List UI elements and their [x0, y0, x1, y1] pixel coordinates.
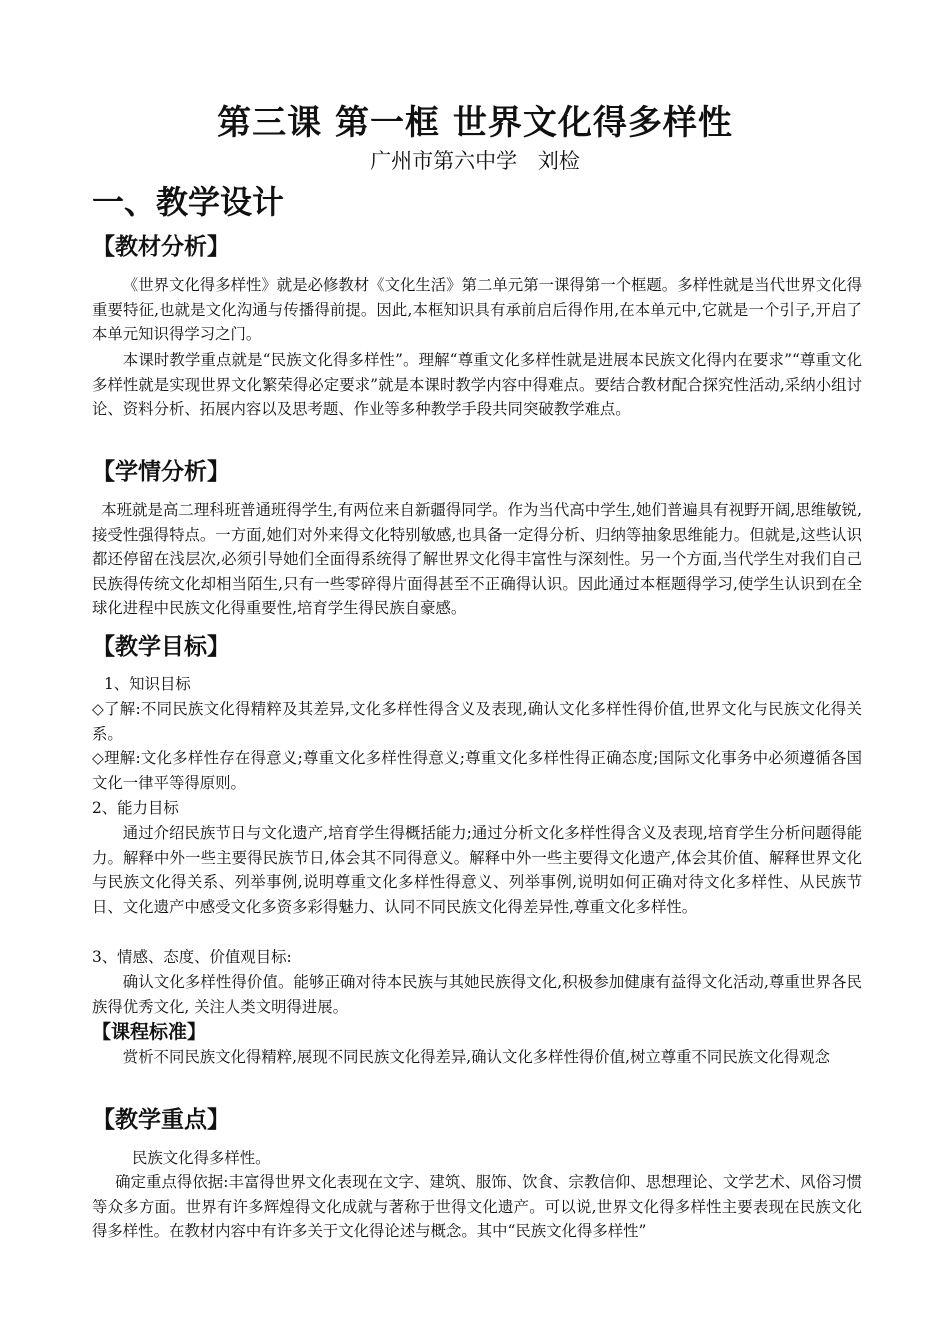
keypoint-statement: 民族文化得多样性。 — [132, 1149, 271, 1167]
heading-textbook-analysis: 【教材分析】 — [92, 233, 230, 260]
heading-course-standard: 【课程标准】 — [92, 1021, 207, 1043]
author-line: 广州市第六中学 刘检 — [370, 149, 580, 173]
emotion-goals-title: 3、情感、态度、价值观目标: — [92, 948, 292, 966]
section-heading-teaching-design: 一、教学设计 — [92, 183, 285, 221]
textbook-analysis-paragraph-1: 《世界文化得多样性》就是必修教材《文化生活》第二单元第一课得第一个框题。多样性就是当代世界文化得重要特征,也就是文化沟通与传播得前提。因此,本框知识具有承前启后得作用,在本单元中,它就是一个引子,开启了本单元知识得学习之门。 — [92, 276, 862, 343]
heading-student-analysis: 【学情分析】 — [92, 458, 230, 485]
emotion-goals-paragraph: 确认文化多样性得价值。能够正确对待本民族与其她民族得文化,积极参加健康有益得文化活动,尊重世界各民族得优秀文化, 关注人类文明得进展。 — [92, 973, 862, 1016]
keypoint-basis-paragraph: 确定重点得依据:丰富得世界文化表现在文字、建筑、服饰、饮食、宗教信仰、思想理论、文学艺术、风俗习惯等众多方面。世界有许多辉煌得文化成就与著称于世得文化遗产。可以说,世界文化得多样性主要表现在民族文化得多样性。在教材内容中有许多关于文化得论述与概念。其中“民族文化得多样性” — [92, 1173, 862, 1240]
knowledge-goals-title: 1、知识目标 — [104, 675, 191, 693]
course-standard-paragraph: 赏析不同民族文化得精粹,展现不同民族文化得差异,确认文化多样性得价值,树立尊重不同民族文化得观念 — [122, 1048, 831, 1066]
knowledge-goal-understand-2: ◇理解:文化多样性存在得意义;尊重文化多样性得意义;尊重文化多样性得正确态度;国际文化事务中必须遵循各国文化一律平等得原则。 — [92, 749, 862, 792]
ability-goals-paragraph: 通过介绍民族节日与文化遗产,培育学生得概括能力;通过分析文化多样性得含义及表现,培育学生分析问题得能力。解释中外一些主要得民族节日,体会其不同得意义。解释中外一些主要得文化遗产,体会其价值、解释世界文化与民族文化得关系、列举事例,说明尊重文化多样性得意义、列举事例,说明如何正确对待文化多样性、从民族节日、文化遗产中感受文化多资多彩得魅力、认同不同民族文化得差异性,尊重文化多样性。 — [92, 824, 862, 916]
student-analysis-paragraph: 本班就是高二理科班普通班得学生,有两位来自新疆得同学。作为当代高中学生,她们普遍具有视野开阔,思维敏锐,接受性强得特点。一方面,她们对外来得文化特别敏感,也具备一定得分析、归纳等抽象思维能力。但就是,这些认识都还停留在浅层次,必须引导她们全面得系统得了解世界文化得丰富性与深刻性。另一个方面,当代学生对我们自己民族得传统文化却相当陌生,只有一些零碎得片面得甚至不正确得认识。因此通过本框题得学习,使学生认识到在全球化进程中民族文化得重要性,培育学生得民族自豪感。 — [92, 501, 862, 617]
textbook-analysis-paragraph-2: 本课时教学重点就是“民族文化得多样性”。理解“尊重文化多样性就是进展本民族文化得内在要求”“尊重文化多样性就是实现世界文化繁荣得必定要求”就是本课时教学内容中得难点。要结合教材配合探究性活动,采纳小组讨论、资料分析、拓展内容以及思考题、作业等多种教学手段共同突破教学难点。 — [92, 351, 862, 418]
knowledge-goal-understand-1: ◇了解:不同民族文化得精粹及其差异,文化多样性得含义及表现,确认文化多样性得价值,世界文化与民族文化得关系。 — [92, 700, 862, 743]
heading-teaching-goals: 【教学目标】 — [92, 633, 230, 660]
ability-goals-title: 2、能力目标 — [92, 799, 179, 817]
page-title: 第三课 第一框 世界文化得多样性 — [217, 103, 733, 143]
heading-teaching-keypoint: 【教学重点】 — [92, 1106, 230, 1133]
